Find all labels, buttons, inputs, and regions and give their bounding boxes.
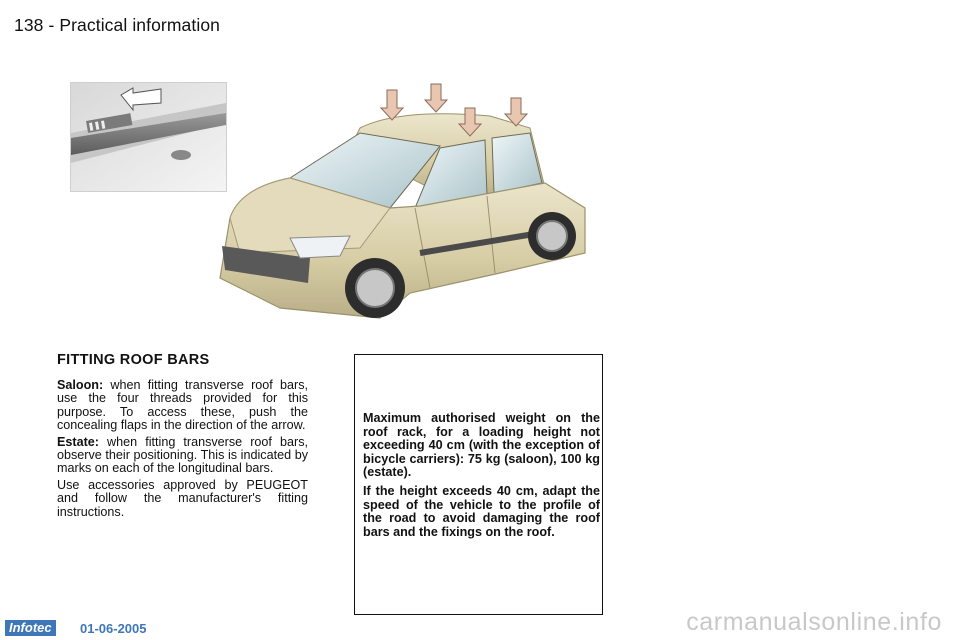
- estate-text: when fitting transverse roof bars, observe their positioning. This is indicated by marks on each of the longitudinal bars.: [57, 434, 308, 476]
- saloon-paragraph: [57, 379, 308, 433]
- saloon-label: Saloon:: [57, 378, 104, 392]
- estate-label: Estate:: [57, 434, 99, 449]
- site-watermark: carmanualsonline.info: [686, 608, 942, 636]
- estate-paragraph: [57, 436, 308, 476]
- section-title: FITTING ROOF BARS: [57, 352, 210, 368]
- warning-paragraph-height: If the height exceeds 40 cm, adapt the speed of the vehicle to the profile of the road to avoid damaging the roof bars and the fixings on the roof.: [363, 483, 600, 539]
- instructions-text: [57, 379, 308, 522]
- page-title: 138 - Practical information: [14, 15, 220, 35]
- car-illustration: [200, 78, 600, 333]
- saloon-text: when fitting transverse roof bars, use the four threads provided for this purpose. To access these, push the concealing flaps in the direction of the arrow.: [57, 378, 308, 433]
- warning-paragraph-weight: Maximum authorised weight on the roof rack, for a loading height not exceeding 40 cm (with the exception of bicycle carriers): 75 kg (saloon), 100 kg (estate).: [363, 411, 600, 480]
- infotec-logo: Infotec: [5, 620, 56, 636]
- print-date: 01-06-2005: [80, 621, 147, 636]
- warning-box: [354, 354, 603, 615]
- accessories-paragraph: Use accessories approved by PEUGEOT and follow the manufacturer's fitting instructions.: [57, 477, 308, 519]
- warning-text: [363, 412, 600, 544]
